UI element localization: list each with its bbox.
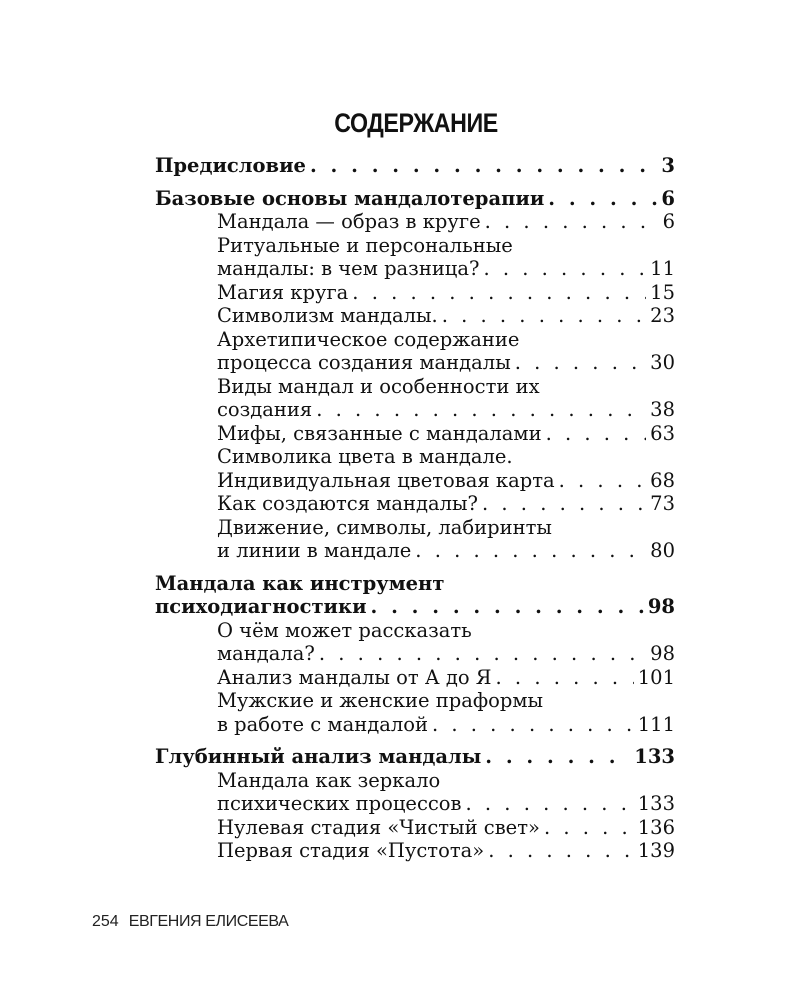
toc-subentry-title: мандалы: в чем разница?	[217, 257, 480, 280]
toc-subentry-title: Индивидуальная цветовая карта	[217, 468, 555, 492]
toc-page-number: 98	[650, 642, 675, 665]
toc-page-number: 63	[650, 421, 675, 445]
toc-page-number: 38	[650, 398, 675, 421]
toc-subentry-title: Мандала — образ в круге	[217, 210, 481, 233]
toc-subentry-line	[155, 769, 675, 793]
toc-entry-title: Мандала как инструмент	[155, 571, 445, 595]
toc-subentry-title: процесса создания мандалы	[217, 351, 511, 374]
toc-subentry	[155, 398, 675, 422]
toc-subentry-title: Архетипическое содержание	[217, 327, 520, 351]
toc-subentry-title: Движение, символы, лабиринты	[217, 515, 552, 539]
dot-leader	[483, 257, 646, 281]
toc-subentry-title: Символизм мандалы.	[217, 304, 438, 327]
dot-leader	[544, 816, 634, 840]
toc-page-number: 133	[634, 745, 675, 768]
dot-leader	[485, 210, 659, 234]
toc-subentry	[155, 816, 675, 840]
dot-leader	[415, 539, 646, 563]
toc-subentry-title: Мифы, связанные с мандалами	[217, 421, 542, 445]
toc-page-number: 30	[650, 351, 675, 374]
toc-entry	[155, 187, 675, 211]
toc-page-number: 80	[650, 539, 675, 562]
dot-leader	[316, 398, 646, 422]
page-footer	[92, 913, 288, 931]
toc-subentry	[155, 539, 675, 563]
toc-subentry-title: Виды мандал и особенности их	[217, 374, 540, 398]
dot-leader	[548, 187, 657, 211]
dot-leader	[482, 492, 646, 516]
toc-subentry-title: и линии в мандале	[217, 539, 412, 562]
toc-subentry-title: Первая стадия «Пустота»	[217, 839, 485, 862]
dot-leader	[488, 839, 634, 863]
toc-page-number: 23	[650, 304, 675, 327]
toc-page-number: 101	[637, 665, 675, 689]
toc-section	[155, 154, 675, 178]
toc-page-number: 11	[650, 257, 675, 280]
dot-leader	[559, 469, 647, 493]
toc-subentry-line	[155, 516, 675, 540]
toc-section	[155, 187, 675, 563]
toc-subentry	[155, 422, 675, 446]
toc-subentry	[155, 792, 675, 816]
dot-leader	[310, 154, 657, 178]
toc-subentry-title: Мужские и женские праформы	[217, 689, 544, 712]
toc-page-number: 98	[647, 595, 675, 618]
dot-leader	[515, 351, 646, 375]
toc-subentry	[155, 351, 675, 375]
dot-leader	[319, 642, 646, 666]
toc-subentry-line	[155, 619, 675, 643]
toc-entry-title: психодиагностики	[155, 595, 367, 618]
toc-subentry	[155, 281, 675, 305]
toc-subentry-title: Как создаются мандалы?	[217, 492, 479, 515]
toc-entry-line	[155, 572, 675, 596]
toc-subentry	[155, 469, 675, 493]
toc-subentry	[155, 642, 675, 666]
toc-subentry-title: создания	[217, 398, 313, 421]
dot-leader	[432, 713, 634, 737]
toc-entry	[155, 154, 675, 178]
toc-page-number: 3	[661, 154, 675, 177]
toc-subentry-title: мандала?	[217, 642, 315, 665]
dot-leader	[546, 422, 647, 446]
toc-subentry	[155, 839, 675, 863]
toc-subentry-title: Нулевая стадия «Чистый свет»	[217, 815, 540, 839]
toc-subentry	[155, 304, 675, 328]
toc-subentry	[155, 492, 675, 516]
toc-subentry-title: Анализ мандалы от А до Я	[217, 665, 492, 689]
toc-page-number: 6	[661, 186, 675, 210]
toc-subentry-title: Символика цвета в мандале.	[217, 445, 513, 468]
toc-subentry-title: в работе с мандалой	[217, 712, 428, 736]
toc-subentry-line	[155, 234, 675, 258]
running-head-author: ЕВГЕНИЯ ЕЛИСЕЕВА	[128, 913, 289, 930]
dot-leader	[442, 304, 646, 328]
toc-subentry-line	[155, 689, 675, 713]
toc-subentry	[155, 666, 675, 690]
toc-subentry-title: Мандала как зеркало	[217, 768, 441, 792]
page-number: 254	[92, 913, 119, 930]
toc-page-number: 15	[650, 280, 675, 304]
toc-page-number: 6	[662, 210, 675, 233]
toc-subentry-line	[155, 445, 675, 469]
toc-entry	[155, 745, 675, 769]
toc-subentry-title: Ритуальные и персональные	[217, 233, 513, 257]
toc-subentry-title: О чём может рассказать	[217, 618, 472, 642]
toc-page-number: 133	[637, 792, 675, 815]
toc-subentry-line	[155, 375, 675, 399]
toc-entry-title: Глубинный анализ мандалы	[155, 745, 482, 768]
dot-leader	[371, 595, 644, 619]
toc-page-number: 139	[637, 839, 675, 862]
toc-page-number: 68	[650, 468, 675, 492]
toc-page-number: 136	[637, 815, 675, 839]
toc-entry-title: Базовые основы мандалотерапии	[155, 186, 545, 210]
toc-subentry	[155, 210, 675, 234]
page-title: СОДЕРЖАНИЕ	[334, 108, 498, 138]
toc-section	[155, 572, 675, 737]
toc-subentry-line	[155, 328, 675, 352]
toc-entry-title: Предисловие	[155, 154, 306, 177]
toc-page-number: 73	[650, 492, 675, 515]
dot-leader	[352, 281, 646, 305]
dot-leader	[466, 792, 634, 816]
toc-page-number: 111	[637, 712, 675, 736]
table-of-contents	[155, 154, 675, 872]
dot-leader	[485, 745, 630, 769]
toc-subentry	[155, 257, 675, 281]
toc-section	[155, 745, 675, 863]
toc-entry	[155, 595, 675, 619]
toc-subentry	[155, 713, 675, 737]
toc-subentry-title: психических процессов	[217, 792, 462, 815]
toc-subentry-title: Магия круга	[217, 280, 349, 304]
dot-leader	[496, 666, 634, 690]
